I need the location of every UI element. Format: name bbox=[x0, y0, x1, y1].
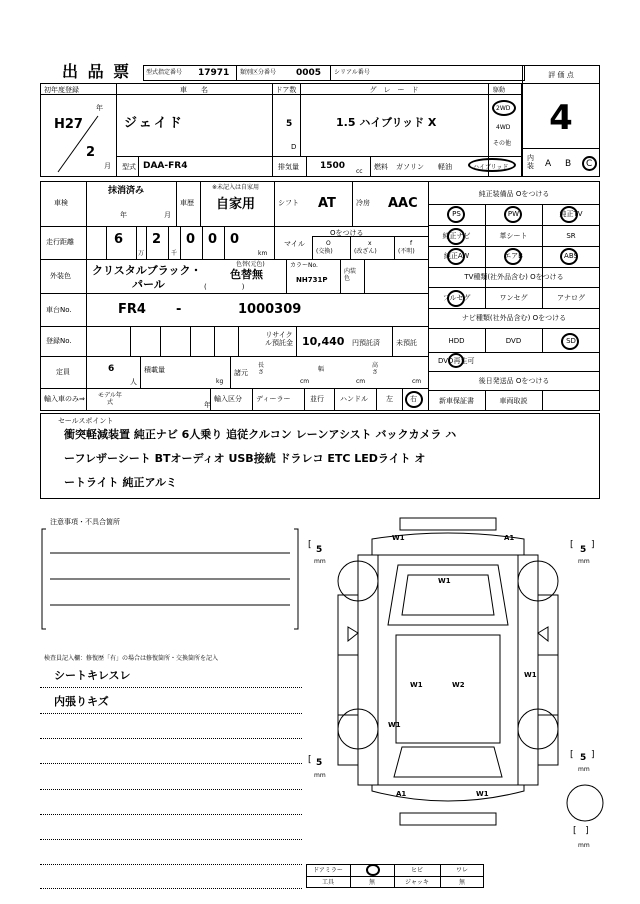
shift-label: シフト bbox=[278, 199, 299, 207]
mileage-digit-3: 0 bbox=[186, 232, 196, 247]
option-ps: PS bbox=[452, 210, 461, 218]
score-label: 評 価 点 bbox=[548, 71, 574, 79]
repaint-label: 色替(元色) bbox=[236, 261, 265, 268]
mark-x: x bbox=[368, 240, 372, 247]
doors-label: ドア数 bbox=[275, 86, 297, 94]
km-unit: km bbox=[258, 250, 268, 257]
model-year-label: モデル年式 bbox=[98, 392, 122, 406]
first-reg-month: 2 bbox=[86, 145, 96, 160]
option-pw-circle bbox=[504, 206, 522, 223]
tv-analog: アナログ bbox=[557, 294, 585, 302]
option-abs-circle bbox=[560, 248, 578, 265]
interior-b: B bbox=[565, 159, 572, 169]
sen-unit: 千 bbox=[171, 250, 178, 257]
options-header: 純正装備品 Oをつける bbox=[478, 190, 550, 198]
mileage-digit-2: 2 bbox=[152, 232, 162, 247]
history-label: 車歴 bbox=[180, 199, 194, 207]
mark-front-left: W1 bbox=[392, 534, 405, 542]
chassis-prefix: FR4 bbox=[118, 302, 146, 317]
serial-label: シリアル番号 bbox=[334, 69, 370, 76]
option-leather: 革シート bbox=[499, 232, 528, 240]
sales-line-2: ーフレザーシート BTオーディオ USB接続 ドラレコ ETC LEDライト オ bbox=[64, 452, 426, 465]
interior-label: 内装 bbox=[527, 154, 534, 170]
tools-value: 無 bbox=[368, 879, 375, 886]
model-cert-no: 17971 bbox=[198, 68, 230, 78]
mark-hood: W1 bbox=[438, 577, 451, 585]
option-airbag-circle bbox=[504, 248, 522, 265]
chassis-label: 車台No. bbox=[46, 306, 72, 314]
sales-label: セールスポイント bbox=[58, 417, 114, 425]
mirror-circle bbox=[366, 864, 380, 876]
sheet-title: 出 品 票 bbox=[62, 62, 132, 81]
displacement-label: 排気量 bbox=[278, 163, 299, 171]
recycle-label: リサイクル預託金 bbox=[265, 331, 293, 347]
model-year-suffix: 年 bbox=[204, 401, 211, 409]
sales-line-3: ートライト 純正アルミ bbox=[64, 476, 178, 489]
ac-label: 冷房 bbox=[356, 199, 370, 207]
colorno-value: NH731P bbox=[296, 276, 328, 284]
tread-top-right-mm: mm bbox=[578, 558, 590, 565]
dims-label: 諸元 bbox=[234, 369, 248, 377]
drive-label: 駆動 bbox=[493, 87, 506, 94]
fuel-label: 燃料 bbox=[374, 163, 388, 171]
parallel-option: 並行 bbox=[310, 395, 324, 403]
recycle-paid: 円預託済 bbox=[352, 339, 380, 347]
spare-mm: mm bbox=[578, 842, 590, 849]
caution-bracket bbox=[40, 525, 300, 635]
width-cm: cm bbox=[356, 378, 366, 385]
load-kg: kg bbox=[216, 378, 224, 385]
later-manual: 車両取説 bbox=[499, 397, 528, 405]
navi-sd: SD bbox=[566, 337, 576, 345]
mileage-digit-5: 0 bbox=[230, 232, 240, 247]
inspection-value: 抹消済み bbox=[108, 186, 145, 196]
fuel-hybrid-circle bbox=[468, 158, 516, 172]
handle-left: 左 bbox=[386, 395, 393, 403]
year-unit: 年 bbox=[96, 104, 103, 112]
handle-right: 右 bbox=[410, 395, 417, 403]
mark-front-right: A1 bbox=[504, 534, 515, 542]
jack-value: 無 bbox=[458, 879, 465, 886]
tread-top-right: 5 bbox=[580, 545, 587, 555]
ac-value: AAC bbox=[388, 196, 418, 211]
option-pw: PW bbox=[507, 210, 520, 218]
fuel-gasoline: ガソリン bbox=[396, 163, 424, 171]
mark-rear-right: W1 bbox=[476, 790, 489, 798]
handle-right-circle bbox=[405, 391, 423, 408]
load-label: 積載量 bbox=[144, 366, 165, 374]
mileage-digit-1: 6 bbox=[114, 232, 124, 247]
chassis-dash: - bbox=[176, 302, 182, 317]
len-label: 長さ bbox=[258, 362, 265, 376]
first-reg-label: 初年度登録 bbox=[44, 86, 79, 94]
recycle-value: 10,440 bbox=[302, 335, 345, 348]
interior-c-circle bbox=[582, 156, 597, 171]
break-label: ワレ bbox=[455, 867, 468, 874]
navi-dvd: DVD bbox=[505, 337, 522, 345]
recycle-unpaid: 未預託 bbox=[396, 339, 417, 347]
doors-value: 5 bbox=[286, 119, 293, 129]
dvd-play: DVD再生可 bbox=[438, 357, 475, 365]
class-no: 0005 bbox=[296, 68, 322, 78]
model-label: 型式 bbox=[122, 163, 136, 171]
option-tv-circle bbox=[560, 206, 578, 223]
dvd-play-circle bbox=[448, 353, 464, 368]
mark-rear-left: A1 bbox=[396, 790, 407, 798]
inspection-year-unit: 年 bbox=[120, 211, 127, 219]
tread-bottom-left-bracket: [ bbox=[308, 755, 312, 765]
inspector-label: 検査員記入欄：修復歴「有」の場合は修復箇所・交換箇所を記入 bbox=[44, 655, 219, 662]
meter-swap: (交換) bbox=[316, 248, 333, 255]
color-label: 外装色 bbox=[50, 272, 71, 280]
interior-c: C bbox=[586, 159, 593, 169]
model-cert-label: 型式指定番号 bbox=[146, 69, 183, 76]
repaint-paren: ( ) bbox=[204, 283, 245, 291]
mark-left-door: W1 bbox=[410, 681, 423, 689]
option-ps-circle bbox=[447, 206, 465, 223]
tools-label: 工具 bbox=[321, 879, 334, 886]
inspection-label: 車検 bbox=[54, 199, 68, 207]
width-label: 幅 bbox=[318, 366, 325, 373]
import-label: 輸入車のみ⇒ bbox=[44, 395, 85, 403]
interior-a: A bbox=[545, 159, 552, 169]
mark-left-rear: W1 bbox=[388, 721, 401, 729]
colorno-label: カラーNo. bbox=[290, 262, 318, 269]
displacement-value: 1500 bbox=[320, 161, 346, 171]
option-airbag: エアB bbox=[504, 252, 523, 260]
car-diagram bbox=[318, 515, 578, 845]
mark-right-door: W1 bbox=[524, 671, 537, 679]
import-class-label: 輸入区分 bbox=[214, 395, 242, 403]
car-name-value: ジェイド bbox=[124, 116, 184, 131]
dealer-option: ディーラー bbox=[256, 395, 291, 403]
drive-2wd: 2WD bbox=[496, 105, 511, 112]
tv-header: TV種類(社外品含む) Oをつける bbox=[464, 273, 564, 281]
drive-other: その他 bbox=[493, 140, 512, 147]
history-value: 自家用 bbox=[216, 197, 256, 212]
navi-header: ナビ種類(社外品含む) Oをつける bbox=[461, 314, 567, 322]
tread-bottom-left: 5 bbox=[316, 758, 323, 768]
shift-value: AT bbox=[318, 196, 336, 211]
mirror-label: ドアミラー bbox=[313, 867, 343, 874]
color-value-line2: パール bbox=[132, 278, 165, 291]
tread-bottom-right-bracket: [ bbox=[570, 750, 574, 760]
class-label: 類別区分番号 bbox=[240, 69, 277, 76]
option-tv: 純正TV bbox=[559, 210, 583, 218]
note-line-1: シートキレスレ bbox=[54, 669, 131, 682]
capacity-label: 定員 bbox=[56, 368, 70, 376]
tread-top-right-bracket: [ bbox=[570, 540, 574, 550]
tread-top-left: 5 bbox=[316, 545, 323, 555]
history-note: ※未記入は自家用 bbox=[212, 184, 260, 191]
navi-hdd: HDD bbox=[448, 337, 465, 345]
height-label: 高さ bbox=[372, 362, 379, 376]
tv-oneseg: ワンセグ bbox=[499, 294, 528, 302]
spare-tire bbox=[565, 783, 605, 823]
tread-bottom-right-mm: mm bbox=[578, 766, 590, 773]
door-d: D bbox=[291, 143, 297, 151]
option-navi-circle bbox=[447, 228, 465, 245]
mark-roof: W2 bbox=[452, 681, 465, 689]
repaint-value: 色替無 bbox=[230, 268, 263, 281]
mark-f: f bbox=[410, 240, 413, 247]
score-value: 4 bbox=[549, 98, 573, 138]
grade-label: グ レ ー ド bbox=[369, 86, 419, 94]
mile-label: マイル bbox=[284, 240, 305, 248]
later-warranty: 新車保証書 bbox=[439, 397, 474, 405]
option-aw-circle bbox=[447, 248, 465, 265]
mileage-label: 走行距離 bbox=[46, 238, 74, 246]
drive-4wd: 4WD bbox=[496, 124, 511, 131]
int-color-label: 内装色 bbox=[344, 268, 357, 282]
chassis-no: 1000309 bbox=[238, 302, 302, 317]
color-value-line1: クリスタルブラック・ bbox=[92, 264, 202, 277]
car-name-label: 車 名 bbox=[180, 86, 208, 94]
handle-label: ハンドル bbox=[340, 395, 368, 403]
mark-o: O bbox=[326, 240, 331, 247]
meter-unknown: (不明) bbox=[398, 248, 415, 255]
option-navi: 純正ナビ bbox=[442, 232, 471, 240]
sales-line-1: 衝突軽減装置 純正ナビ 6人乗り 追従クルコン レーンアシスト バックカメラ ハ bbox=[64, 428, 457, 441]
tread-top-left-mm: mm bbox=[314, 558, 326, 565]
capacity-unit: 人 bbox=[130, 378, 137, 386]
first-reg-year: H27 bbox=[54, 117, 83, 132]
option-aw: 純正AW bbox=[443, 252, 470, 260]
option-sr: SR bbox=[566, 232, 576, 240]
capacity-value: 6 bbox=[108, 364, 115, 374]
later-header: 後日発送品 Oをつける bbox=[478, 377, 550, 385]
inspection-month-unit: 月 bbox=[164, 211, 171, 219]
drive-2wd-circle bbox=[492, 100, 516, 116]
option-abs: ABS bbox=[564, 252, 578, 260]
height-cm: cm bbox=[412, 378, 422, 385]
cc-unit: cc bbox=[356, 168, 363, 175]
fuel-hybrid: ハイブリッド bbox=[473, 164, 509, 171]
model-value: DAA-FR4 bbox=[143, 161, 188, 171]
tread-top-left-bracket: [ bbox=[308, 540, 312, 550]
fuel-diesel: 軽油 bbox=[438, 163, 452, 171]
grade-value: 1.5 ハイブリッド X bbox=[336, 116, 437, 129]
tv-fullseg-circle bbox=[447, 290, 465, 307]
circle-note: Oをつける bbox=[330, 229, 364, 237]
tv-fullseg: フルセグ bbox=[442, 294, 471, 302]
note-line-2: 内張りキズ bbox=[54, 695, 109, 708]
mileage-digit-4: 0 bbox=[208, 232, 218, 247]
spare-bracket: [ ] bbox=[573, 826, 589, 836]
navi-sd-circle bbox=[561, 333, 579, 350]
tread-bottom-left-mm: mm bbox=[314, 772, 326, 779]
month-unit: 月 bbox=[104, 162, 111, 170]
tread-bottom-right: 5 bbox=[580, 753, 587, 763]
caution-label: 注意事項・不具合箇所 bbox=[50, 518, 120, 526]
reg-label: 登録No. bbox=[46, 337, 72, 345]
man-unit: 万 bbox=[138, 250, 145, 257]
crack-label: ヒビ bbox=[410, 867, 423, 874]
meter-altered: (改ざん) bbox=[354, 248, 377, 255]
jack-label: ジャッキ bbox=[405, 879, 429, 886]
len-cm: cm bbox=[300, 378, 310, 385]
